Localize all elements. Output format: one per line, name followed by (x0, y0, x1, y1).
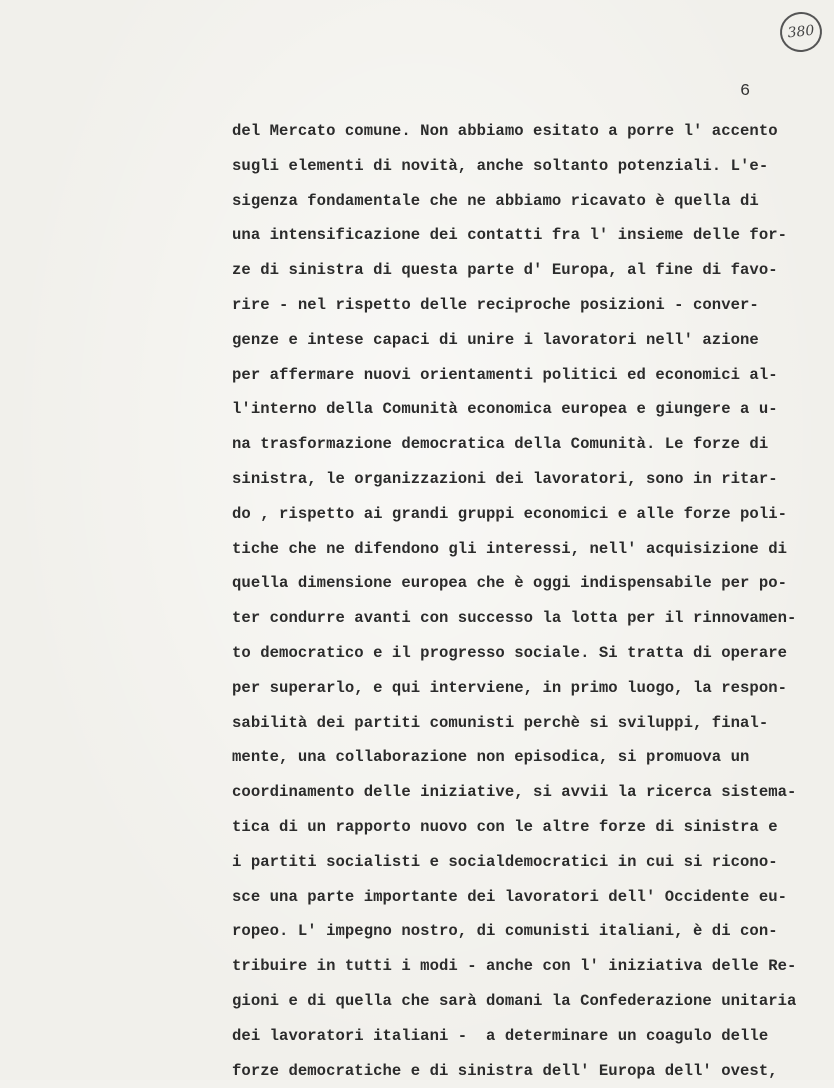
text-line: dei lavoratori italiani - a determinare un coagulo delle (232, 1026, 769, 1045)
text-line: una intensificazione dei contatti fra l' insieme delle for- (232, 226, 788, 245)
text-line: l'interno della Comunità economica europea e giungere a u- (232, 400, 778, 419)
text-line: coordinamento delle iniziative, si avvii la ricerca sistema- (232, 783, 797, 802)
text-line: genze e intese capaci di unire i lavoratori nell' azione (232, 330, 759, 349)
text-line: do , rispetto ai grandi gruppi economici e alle forze poli- (232, 504, 788, 523)
text-line: sinistra, le organizzazioni dei lavoratori, sono in ritar- (232, 469, 778, 488)
text-line: quella dimensione europea che è oggi indispensabile per po- (232, 574, 788, 593)
text-line: ropeo. L' impegno nostro, di comunisti italiani, è di con- (232, 922, 778, 941)
text-line: per affermare nuovi orientamenti politici ed economici al- (232, 365, 778, 384)
text-line: ter condurre avanti con successo la lotta per il rinnovamen- (232, 609, 797, 628)
text-line: tribuire in tutti i modi - anche con l' iniziativa delle Re- (232, 957, 797, 976)
text-line: forze democratiche e di sinistra dell' Europa dell' ovest, (232, 1061, 778, 1080)
text-line: to democratico e il progresso sociale. Si tratta di operare (232, 643, 788, 662)
text-line: ze di sinistra di questa parte d' Europa, al fine di favo- (232, 261, 778, 280)
text-line: i partiti socialisti e socialdemocratici in cui si ricono- (232, 852, 778, 871)
text-line: tica di un rapporto nuovo con le altre forze di sinistra e (232, 817, 778, 836)
text-line: sigenza fondamentale che ne abbiamo ricavato è quella di (232, 191, 759, 210)
text-line: tiche che ne difendono gli interessi, nell' acquisizione di (232, 539, 788, 558)
archive-stamp: 380 (778, 10, 824, 54)
text-line: mente, una collaborazione non episodica, si promuova un (232, 748, 750, 767)
text-line: na trasformazione democratica della Comunità. Le forze di (232, 435, 769, 454)
text-line: gioni e di quella che sarà domani la Confederazione unitaria (232, 991, 797, 1010)
body-text (232, 114, 828, 1088)
text-line: rire - nel rispetto delle reciproche posizioni - conver- (232, 295, 759, 314)
text-line: sabilità dei partiti comunisti perchè si sviluppi, final- (232, 713, 769, 732)
page-number: 6 (740, 82, 751, 101)
text-line: sugli elementi di novità, anche soltanto potenziali. L'e- (232, 156, 769, 175)
text-line: per superarlo, e qui interviene, in primo luogo, la respon- (232, 678, 788, 697)
text-line: del Mercato comune. Non abbiamo esitato a porre l' accento (232, 122, 778, 140)
text-line: sce una parte importante dei lavoratori dell' Occidente eu- (232, 887, 788, 906)
